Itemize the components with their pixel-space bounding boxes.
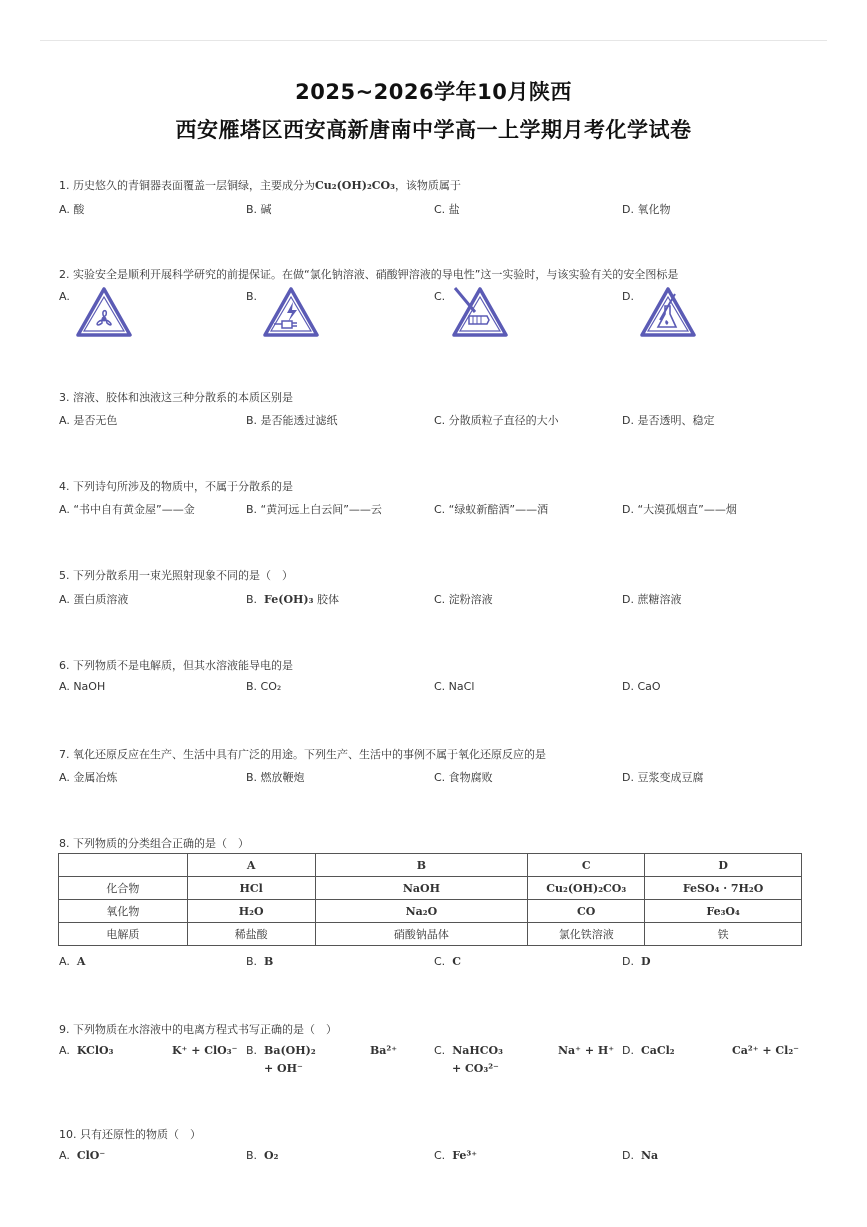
q10-option-b[interactable] [246, 1149, 278, 1162]
q10-option-d-label: D. [622, 1149, 634, 1162]
table-header-row [59, 854, 802, 877]
q10-option-d-value: Na [640, 1149, 659, 1162]
top-divider [40, 40, 827, 41]
exam-title-line2: 西安雁塔区西安高新唐南中学高一上学期月考化学试卷 [175, 118, 692, 142]
exam-title-line1: 2025~2026学年10月陕西 [295, 80, 572, 104]
q2-option-a[interactable]: A. [59, 290, 70, 303]
q8-option-d-label: D. [622, 955, 634, 968]
table-header-cell: A [187, 854, 315, 877]
question-10-stem: 10. 只有还原性的物质（ ） [59, 1128, 201, 1141]
q9-option-b-label: B. [246, 1044, 258, 1057]
q8-option-d[interactable] [622, 955, 651, 968]
q8-option-d-value: D [640, 955, 651, 968]
q9-option-d[interactable] [622, 1044, 675, 1057]
table-cell: 铁 [645, 923, 802, 946]
table-cell: H₂O [187, 900, 315, 923]
q3-option-a[interactable]: A. 是否无色 [59, 414, 118, 427]
table-cell: NaOH [315, 877, 528, 900]
q9-b-products: Ba²⁺ [370, 1044, 398, 1057]
q1-stem-end: ，该物质属于 [394, 179, 461, 192]
q10-option-c-value: Fe³⁺ [452, 1149, 478, 1162]
table-header-cell [59, 854, 188, 877]
table-cell: 硝酸钠晶体 [315, 923, 528, 946]
q5-option-c[interactable]: C. 淀粉溶液 [434, 593, 493, 606]
q4-option-a[interactable]: A. “书中自有黄金屋”——金 [59, 503, 195, 516]
q10-option-a-label: A. [59, 1149, 70, 1162]
q9-option-c[interactable] [434, 1044, 503, 1057]
q5-option-b[interactable] [246, 591, 339, 607]
q2-option-c[interactable]: C. [434, 290, 446, 303]
q10-option-a-value: ClO⁻ [76, 1149, 106, 1162]
q8-option-a-value: A [76, 955, 86, 968]
q9-a-reactant: KClO₃ [76, 1044, 114, 1057]
electric-plug-warning-icon[interactable] [262, 286, 320, 338]
q9-option-d-label: D. [622, 1044, 634, 1057]
table-cell: 氯化铁溶液 [528, 923, 645, 946]
q4-option-d[interactable]: D. “大漠孤烟直”——烟 [622, 503, 737, 516]
q5-option-b-formula: Fe(OH)₃ [264, 593, 314, 606]
question-6-stem: 6. 下列物质不是电解质，但其水溶液能导电的是 [59, 659, 293, 672]
question-4-stem: 4. 下列诗句所涉及的物质中，不属于分散系的是 [59, 480, 293, 493]
q8-option-c[interactable] [434, 955, 461, 968]
question-8-stem: 8. 下列物质的分类组合正确的是（ ） [59, 837, 249, 850]
q9-option-a[interactable] [59, 1044, 113, 1057]
q6-option-c[interactable]: C. NaCl [434, 680, 475, 693]
heat-flask-warning-icon[interactable] [639, 286, 697, 338]
question-1-stem [59, 177, 461, 193]
table-cell: FeSO₄ · 7H₂O [645, 877, 802, 900]
q9-option-c-label: C. [434, 1044, 446, 1057]
q6-option-d[interactable]: D. CaO [622, 680, 661, 693]
q1-option-a[interactable]: A. 酸 [59, 203, 85, 216]
question-5-stem: 5. 下列分散系用一束光照射现象不同的是（ ） [59, 569, 293, 582]
table-cell: 氧化物 [59, 900, 188, 923]
q5-option-b-suffix: 胶体 [313, 593, 339, 606]
q1-option-b[interactable]: B. 碱 [246, 203, 272, 216]
q3-option-d[interactable]: D. 是否透明、稳定 [622, 414, 715, 427]
q6-option-a[interactable]: A. NaOH [59, 680, 106, 693]
q2-option-b[interactable]: B. [246, 290, 258, 303]
q8-option-c-label: C. [434, 955, 446, 968]
table-header-cell: B [315, 854, 528, 877]
q10-option-a[interactable] [59, 1149, 105, 1162]
table-row [59, 923, 802, 946]
q5-option-a[interactable]: A. 蛋白质溶液 [59, 593, 129, 606]
table-cell: Fe₃O₄ [645, 900, 802, 923]
q1-stem-text: 1. 历史悠久的青铜器表面覆盖一层铜绿，主要成分为 [59, 179, 315, 192]
classification-table [58, 853, 802, 946]
q9-a-products: K⁺ + ClO₃⁻ [172, 1044, 238, 1057]
q8-option-c-value: C [452, 955, 461, 968]
q9-c-reactant: NaHCO₃ [452, 1044, 503, 1057]
q10-option-b-label: B. [246, 1149, 258, 1162]
q4-option-c[interactable]: C. “绿蚁新醅酒”——酒 [434, 503, 549, 516]
q7-option-c[interactable]: C. 食物腐败 [434, 771, 493, 784]
q9-c-products-cont: + CO₃²⁻ [452, 1062, 499, 1075]
table-header-cell: C [528, 854, 645, 877]
table-cell: 稀盐酸 [187, 923, 315, 946]
q9-b-reactant: Ba(OH)₂ [264, 1044, 316, 1057]
table-cell: Na₂O [315, 900, 528, 923]
question-3-stem: 3. 溶液、胶体和浊液这三种分散系的本质区别是 [59, 391, 293, 404]
q7-option-a[interactable]: A. 金属冶炼 [59, 771, 118, 784]
question-7-stem: 7. 氧化还原反应在生产、生活中具有广泛的用途。下列生产、生活中的事例不属于氧化还原反应的是 [59, 748, 546, 761]
q10-option-b-value: O₂ [264, 1149, 279, 1162]
q8-option-a[interactable] [59, 955, 85, 968]
table-cell: CO [528, 900, 645, 923]
q3-option-c[interactable]: C. 分散质粒子直径的大小 [434, 414, 559, 427]
q8-option-a-label: A. [59, 955, 70, 968]
table-cell: HCl [187, 877, 315, 900]
table-row [59, 900, 802, 923]
q2-option-d[interactable]: D. [622, 290, 634, 303]
q4-option-b[interactable]: B. “黄河远上白云间”——云 [246, 503, 382, 516]
q7-option-d[interactable]: D. 豆浆变成豆腐 [622, 771, 704, 784]
q3-option-b[interactable]: B. 是否能透过滤纸 [246, 414, 338, 427]
question-2-stem: 2. 实验安全是顺利开展科学研究的前提保证。在做“氯化钠溶液、硝酸钾溶液的导电性”这一实验时，与该实验有关的安全图标是 [59, 268, 679, 281]
q1-formula: Cu₂(OH)₂CO₃ [315, 179, 395, 192]
table-cell: 电解质 [59, 923, 188, 946]
question-9-stem: 9. 下列物质在水溶液中的电离方程式书写正确的是（ ） [59, 1023, 337, 1036]
hand-sharp-object-warning-icon[interactable] [451, 286, 509, 338]
q5-option-d[interactable]: D. 蔗糖溶液 [622, 593, 682, 606]
table-row [59, 877, 802, 900]
table-cell: 化合物 [59, 877, 188, 900]
q8-option-b-label: B. [246, 955, 258, 968]
q10-option-d[interactable] [622, 1149, 658, 1162]
q9-c-products: Na⁺ + H⁺ [558, 1044, 615, 1057]
table-cell: Cu₂(OH)₂CO₃ [528, 877, 645, 900]
q1-option-c[interactable]: C. 盐 [434, 203, 460, 216]
q10-option-c-label: C. [434, 1149, 446, 1162]
q9-option-a-label: A. [59, 1044, 70, 1057]
q7-option-b[interactable]: B. 燃放鞭炮 [246, 771, 305, 784]
q10-option-c[interactable] [434, 1149, 477, 1162]
q6-option-b[interactable]: B. CO₂ [246, 680, 282, 693]
q9-d-products: Ca²⁺ + Cl₂⁻ [732, 1044, 799, 1057]
q8-option-b-value: B [264, 955, 274, 968]
q1-option-d[interactable]: D. 氧化物 [622, 203, 671, 216]
q9-d-reactant: CaCl₂ [640, 1044, 675, 1057]
fan-warning-icon[interactable] [75, 286, 133, 338]
q5-option-b-label: B. [246, 593, 258, 606]
table-header-cell: D [645, 854, 802, 877]
q9-option-b[interactable] [246, 1044, 316, 1057]
q8-option-b[interactable] [246, 955, 273, 968]
q9-b-products-cont: + OH⁻ [264, 1062, 303, 1075]
